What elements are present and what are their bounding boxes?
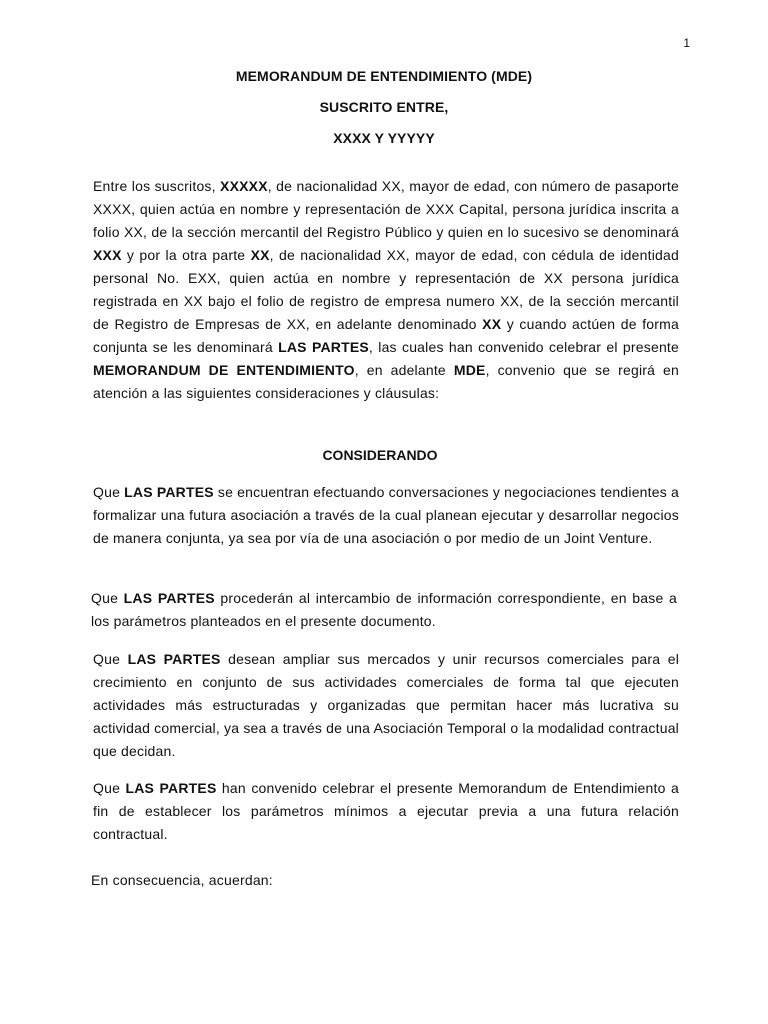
considerando-paragraph-2 bbox=[91, 587, 677, 633]
intro-bold-term: MDE bbox=[453, 362, 486, 378]
intro-text: , convenio que se regirá en atención a las siguientes consideraciones y cláusulas: bbox=[93, 362, 679, 401]
closing-line: En consecuencia, acuerdan: bbox=[91, 872, 273, 888]
considerando-text: Que bbox=[93, 484, 125, 500]
intro-text: , de nacionalidad XX, mayor de edad, con número de pasaporte XXXX, quien actúa en nombre y representación de XXX Capital, persona jurídica inscrita a folio XX, de la sección mercantil del Registro Público y quien en lo sucesivo se denominará bbox=[93, 178, 679, 240]
considerando-paragraph-4 bbox=[93, 777, 679, 846]
document-subtitle: SUSCRITO ENTRE, bbox=[319, 99, 449, 115]
considerando-bold-term: LAS PARTES bbox=[124, 484, 214, 500]
page-number: 1 bbox=[683, 36, 690, 50]
intro-bold-term: XXX bbox=[93, 247, 122, 263]
intro-bold-term: XX bbox=[482, 316, 502, 332]
considerando-text: procederán al intercambio de información correspondiente, en base a los parámetros planteados en el presente documento. bbox=[91, 590, 678, 629]
considerando-text: Que bbox=[93, 780, 126, 796]
considerando-bold-term: LAS PARTES bbox=[125, 780, 217, 796]
considerando-heading: CONSIDERANDO bbox=[322, 447, 438, 463]
intro-bold-term: MEMORANDUM DE ENTENDIMIENTO bbox=[93, 362, 355, 378]
intro-paragraph bbox=[93, 175, 679, 405]
considerando-text: Que bbox=[91, 590, 124, 606]
considerando-bold-term: LAS PARTES bbox=[127, 651, 221, 667]
intro-text: , las cuales han convenido celebrar el presente bbox=[368, 339, 680, 355]
intro-text: y por la otra parte bbox=[121, 247, 251, 263]
intro-bold-term: XXXXX bbox=[220, 178, 268, 194]
considerando-text: Que bbox=[93, 651, 128, 667]
considerando-text: desean ampliar sus mercados y unir recursos comerciales para el crecimiento en conjunto de sus actividades comerciales de forma tal que ejecuten actividades más estructuradas y organizadas que permitan hacer más lucrativa su actividad comercial, ya sea a través de una Asociación Temporal o la modalidad contractual que decidan. bbox=[93, 651, 680, 759]
intro-bold-term: LAS PARTES bbox=[278, 339, 369, 355]
intro-text: , de nacionalidad XX, mayor de edad, con cédula de identidad personal No. EXX, quien actúa en nombre y representación de XX persona jurídica registrada en XX bajo el folio de registro de empresa numero XX, de la sección mercantil de Registro de Empresas de XX, en adelante denominado bbox=[93, 247, 679, 332]
considerando-paragraph-3 bbox=[93, 648, 679, 763]
considerando-text: se encuentran efectuando conversaciones y negociaciones tendientes a formalizar una futura asociación a través de la cual planean ejecutar y desarrollar negocios de manera conjunta, ya sea por vía de una asociación o por medio de un Joint Venture. bbox=[93, 484, 680, 546]
considerando-bold-term: LAS PARTES bbox=[123, 590, 215, 606]
intro-bold-term: XX bbox=[250, 247, 270, 263]
considerando-paragraph-1 bbox=[93, 481, 679, 550]
document-parties: XXXX Y YYYYY bbox=[333, 130, 435, 146]
intro-text: , en adelante bbox=[354, 362, 454, 378]
intro-text: Entre los suscritos, bbox=[93, 178, 221, 194]
intro-text: y cuando actúen de forma conjunta se les denominará bbox=[93, 316, 680, 355]
document-title: MEMORANDUM DE ENTENDIMIENTO (MDE) bbox=[235, 68, 533, 84]
considerando-text: han convenido celebrar el presente Memorandum de Entendimiento a fin de establecer los parámetros mínimos a ejecutar previa a una futura relación contractual. bbox=[93, 780, 679, 842]
